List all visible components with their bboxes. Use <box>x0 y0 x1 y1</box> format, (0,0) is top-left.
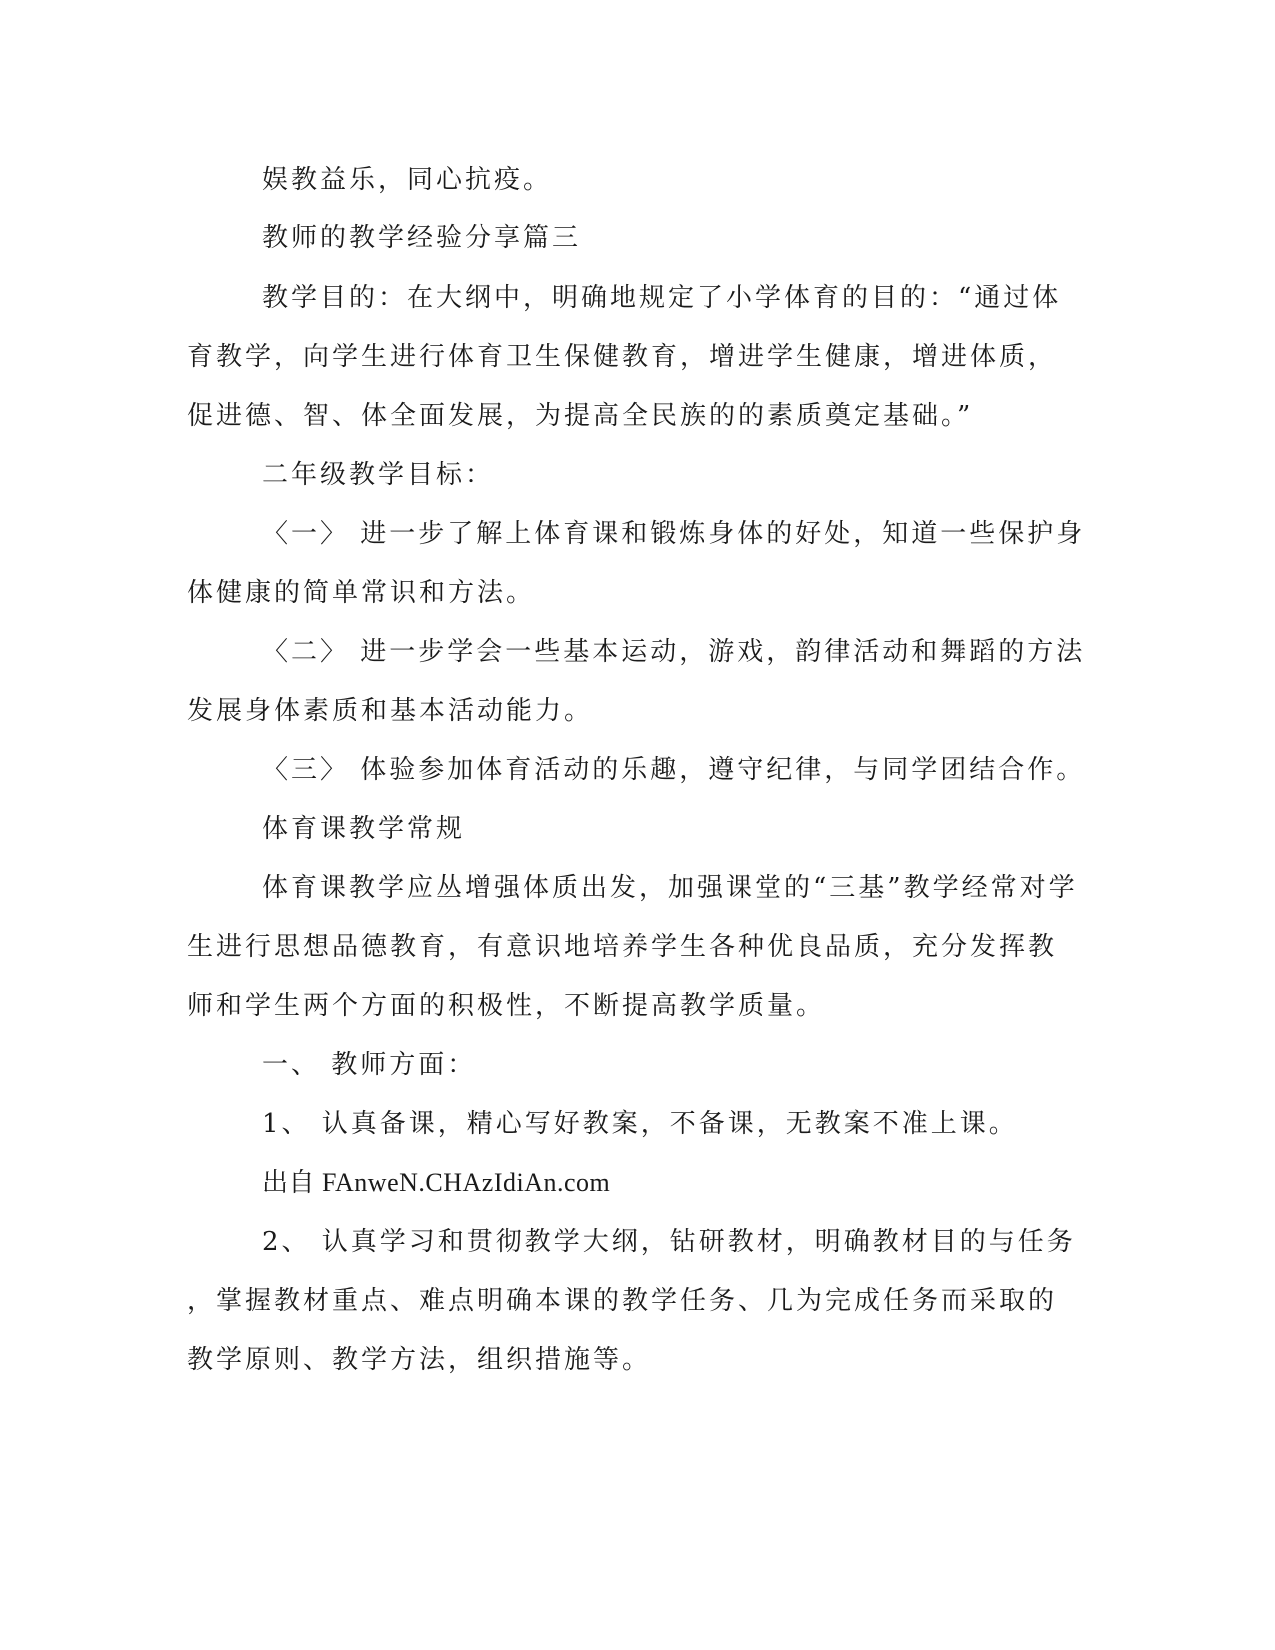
paragraph-line: 教学目的：在大纲中，明确地规定了小学体育的目的：“通过体 <box>262 283 1062 313</box>
paragraph-line: 生进行思想品德教育，有意识地培养学生各种优良品质，充分发挥教 <box>187 932 1058 962</box>
source-watermark-line: 出自 FAnweN.CHAzIdiAn.com <box>262 1168 611 1197</box>
paragraph-line: 〈一〉 进一步了解上体育课和锻炼身体的好处，知道一些保护身 <box>262 519 1086 549</box>
paragraph-line: 1、 认真备课，精心写好教案，不备课，无教案不准上课。 <box>262 1109 1018 1139</box>
section-heading: 体育课教学常规 <box>262 814 466 844</box>
paragraph-line: 一、 教师方面： <box>262 1050 477 1080</box>
paragraph-line: 体健康的简单常识和方法。 <box>187 578 536 608</box>
paragraph-line: 〈二〉 进一步学会一些基本运动，游戏，韵律活动和舞蹈的方法 <box>262 637 1086 667</box>
paragraph-line: 2、 认真学习和贯彻教学大纲，钻研教材，明确教材目的与任务 <box>262 1227 1076 1257</box>
paragraph-line: 育教学，向学生进行体育卫生保健教育，增进学生健康，增进体质， <box>187 342 1058 372</box>
section-heading: 教师的教学经验分享篇三 <box>262 223 582 253</box>
paragraph-line: 〈三〉 体验参加体育活动的乐趣，遵守纪律，与同学团结合作。 <box>262 755 1086 785</box>
paragraph-line: 促进德、智、体全面发展，为提高全民族的的素质奠定基础。” <box>187 401 974 431</box>
paragraph-line: 教学原则、教学方法，组织措施等。 <box>187 1345 652 1375</box>
paragraph-line: 师和学生两个方面的积极性，不断提高教学质量。 <box>187 991 826 1021</box>
paragraph-line: ，掌握教材重点、难点明确本课的教学任务、几为完成任务而采取的 <box>187 1286 1058 1316</box>
paragraph-line: 二年级教学目标： <box>262 460 495 490</box>
paragraph-line: 娱教益乐，同心抗疫。 <box>262 165 553 195</box>
paragraph-line: 体育课教学应丛增强体质出发，加强课堂的“三基”教学经常对学 <box>262 873 1078 903</box>
paragraph-line: 发展身体素质和基本活动能力。 <box>187 696 594 726</box>
